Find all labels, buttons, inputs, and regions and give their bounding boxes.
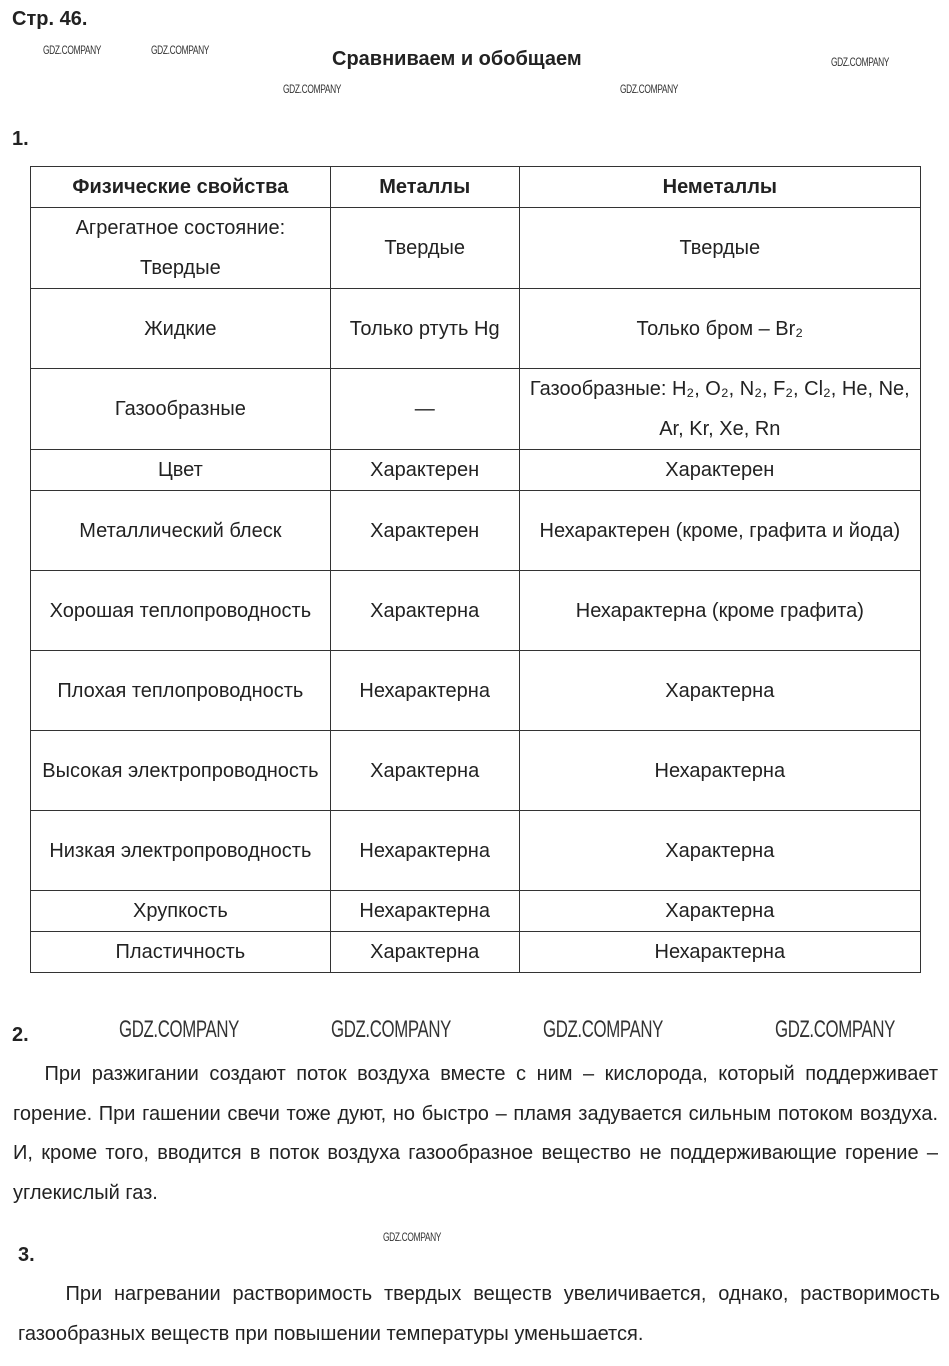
metals-cell: Характерна: [330, 731, 519, 811]
property-cell: Хорошая теплопроводность: [31, 571, 331, 651]
task-2-answer: При разжигании создают поток воздуха вместе с ним – кислорода, который поддерживает горение. При гашении свечи тоже дуют, но быстро – пламя задувается сильным потоком воздуха. И, кроме того, вводится в поток воздуха газообразное вещество не поддерживающие горение – углекислый газ.: [13, 1063, 938, 1204]
page-label: Стр. 46.: [12, 8, 88, 30]
property-cell: Газообразные: [31, 369, 331, 450]
property-cell: Высокая электропроводность: [31, 731, 331, 811]
watermark: GDZ.COMPANY: [43, 43, 102, 57]
watermark: GDZ.COMPANY: [831, 55, 890, 69]
watermark: GDZ.COMPANY: [775, 1016, 895, 1043]
metals-cell: —: [330, 369, 519, 450]
table-row: [31, 731, 921, 811]
property-cell: Жидкие: [31, 289, 331, 369]
table-row: [31, 891, 921, 932]
metals-cell: Нехарактерна: [330, 891, 519, 932]
table-row: [31, 208, 921, 289]
nonmetals-cell: Характерна: [519, 891, 920, 932]
metals-cell: Только ртуть Hg: [330, 289, 519, 369]
watermark: GDZ.COMPANY: [620, 82, 679, 96]
nonmetals-cell: Характерен: [519, 450, 920, 491]
watermark: GDZ.COMPANY: [151, 43, 210, 57]
nonmetals-cell: Только бром – Br₂: [519, 289, 920, 369]
table-row: [31, 651, 921, 731]
nonmetals-cell: Нехарактерен (кроме, графита и йода): [519, 491, 920, 571]
metals-cell: Нехарактерна: [330, 811, 519, 891]
nonmetals-cell: Нехарактерна: [519, 932, 920, 973]
table-row: [31, 369, 921, 450]
task-2-number: 2.: [12, 1024, 29, 1046]
nonmetals-cell: Характерна: [519, 651, 920, 731]
nonmetals-cell: Твердые: [519, 208, 920, 289]
metals-cell: Характерна: [330, 571, 519, 651]
metals-cell: Характерна: [330, 932, 519, 973]
watermark: GDZ.COMPANY: [383, 1230, 442, 1244]
nonmetals-cell: Характерна: [519, 811, 920, 891]
metals-cell: Твердые: [330, 208, 519, 289]
property-cell: Цвет: [31, 450, 331, 491]
property-cell: Пластичность: [31, 932, 331, 973]
table-row: [31, 491, 921, 571]
table-row: [31, 450, 921, 491]
property-cell: Хрупкость: [31, 891, 331, 932]
property-cell: Агрегатное состояние: Твердые: [31, 208, 331, 289]
property-cell: Металлический блеск: [31, 491, 331, 571]
nonmetals-cell: Нехарактерна: [519, 731, 920, 811]
metals-cell: Характерен: [330, 450, 519, 491]
property-cell: Плохая теплопроводность: [31, 651, 331, 731]
table-row: [31, 571, 921, 651]
metals-cell: Нехарактерна: [330, 651, 519, 731]
properties-table: [30, 166, 921, 973]
table-header-row: [31, 167, 921, 208]
watermark: GDZ.COMPANY: [543, 1016, 663, 1043]
watermark: GDZ.COMPANY: [331, 1016, 451, 1043]
task-3-number: 3.: [18, 1244, 35, 1266]
page-title: Сравниваем и обобщаем: [332, 48, 582, 70]
task-3-answer: При нагревании растворимость твердых веществ увеличивается, однако, растворимость газообразных веществ при повышении температуры уменьшается.: [18, 1283, 940, 1345]
property-cell: Низкая электропроводность: [31, 811, 331, 891]
header-metals: Металлы: [330, 167, 519, 208]
nonmetals-cell: Нехарактерна (кроме графита): [519, 571, 920, 651]
header-properties: Физические свойства: [31, 167, 331, 208]
nonmetals-cell: Газообразные: H₂, O₂, N₂, F₂, Cl₂, He, Ne, Ar, Kr, Xe, Rn: [519, 369, 920, 450]
table-row: [31, 811, 921, 891]
header-nonmetals: Неметаллы: [519, 167, 920, 208]
table-row: [31, 289, 921, 369]
watermark: GDZ.COMPANY: [119, 1016, 239, 1043]
metals-cell: Характерен: [330, 491, 519, 571]
task-1-number: 1.: [12, 128, 29, 150]
table-row: [31, 932, 921, 973]
watermark: GDZ.COMPANY: [283, 82, 342, 96]
